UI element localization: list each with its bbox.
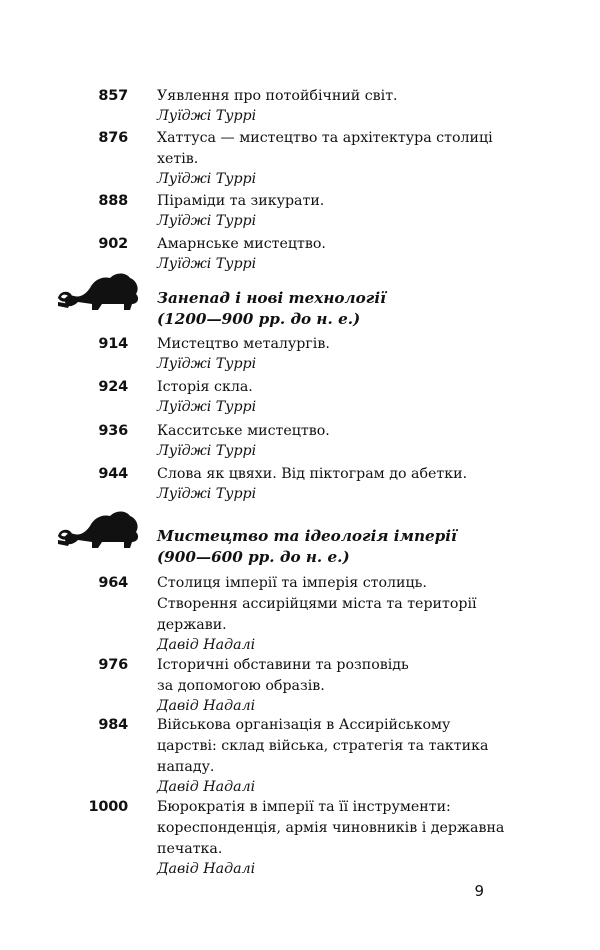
entry-title-line: Уявлення про потойбічний світ.	[157, 88, 398, 104]
entry-title-line: нападу.	[157, 759, 215, 775]
entry-title-line: Створення ассирійцями міста та території	[157, 596, 477, 612]
entry-title-line: Історія скла.	[157, 379, 253, 395]
lion-icon	[56, 506, 148, 554]
page-reference: 1000	[88, 799, 128, 815]
entry-title-line: Хаттуса — мистецтво та архітектура столиці	[157, 130, 493, 146]
entry-title-line: кореспонденція, армія чиновників і державна	[157, 820, 505, 836]
entry-author: Луїджі Туррі	[157, 443, 257, 459]
entry-author: Луїджі Туррі	[157, 356, 257, 372]
page-reference: 876	[98, 130, 128, 146]
entry-title-line: Слова як цвяхи. Від піктограм до абетки.	[157, 466, 468, 482]
entry-author: Луїджі Туррі	[157, 171, 257, 187]
entry-title-line: Амарнське мистецтво.	[157, 236, 326, 252]
entry-title-line: Мистецтво металургів.	[157, 336, 330, 352]
page-reference: 857	[98, 88, 128, 104]
entry-title-line: держави.	[157, 617, 227, 633]
entry-author: Давід Надалі	[157, 698, 256, 714]
entry-title-line: Військова організація в Ассирійському	[157, 717, 451, 733]
section-subtitle: (1200—900 рр. до н. е.)	[157, 310, 361, 328]
entry-title-line: Піраміди та зикурати.	[157, 193, 325, 209]
entry-title-line: печатка.	[157, 841, 223, 857]
entry-author: Луїджі Туррі	[157, 108, 257, 124]
page-reference: 984	[98, 717, 128, 733]
lion-icon	[56, 268, 148, 316]
page-reference: 936	[98, 423, 128, 439]
section-title: Мистецтво та ідеологія імперії	[157, 527, 457, 545]
page-reference: 924	[98, 379, 128, 395]
entry-title-line: Історичні обставини та розповідь	[157, 657, 409, 673]
page-reference: 888	[98, 193, 128, 209]
page-reference: 964	[98, 575, 128, 591]
entry-author: Луїджі Туррі	[157, 256, 257, 272]
entry-title-line: царстві: склад війська, стратегія та тактика	[157, 738, 489, 754]
entry-title-line: Касситське мистецтво.	[157, 423, 330, 439]
page-reference: 944	[98, 466, 128, 482]
page-number: 9	[474, 882, 484, 900]
entry-title-line: за допомогою образів.	[157, 678, 325, 694]
entry-author: Луїджі Туррі	[157, 486, 257, 502]
entry-author: Давід Надалі	[157, 779, 256, 795]
entry-title-line: хетів.	[157, 151, 199, 167]
entry-author: Луїджі Туррі	[157, 213, 257, 229]
entry-title-line: Бюрократія в імперії та її інструменти:	[157, 799, 451, 815]
section-title: Занепад і нові технології	[157, 289, 386, 307]
entry-author: Давід Надалі	[157, 861, 256, 877]
entry-author: Луїджі Туррі	[157, 399, 257, 415]
entry-author: Давід Надалі	[157, 637, 256, 653]
entry-title-line: Столиця імперії та імперія столиць.	[157, 575, 427, 591]
page-reference: 976	[98, 657, 128, 673]
page-reference: 902	[98, 236, 128, 252]
page-reference: 914	[98, 336, 128, 352]
section-subtitle: (900—600 рр. до н. е.)	[157, 548, 350, 566]
